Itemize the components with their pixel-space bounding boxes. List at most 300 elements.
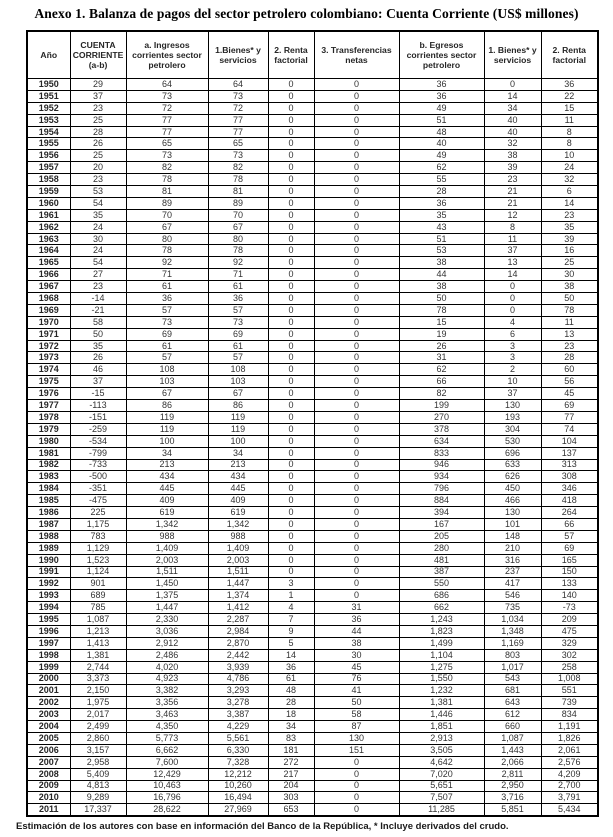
value-cell: 2,499 [70,721,126,733]
value-cell: 35 [70,340,126,352]
value-cell: 29 [70,79,126,91]
value-cell: 44 [314,625,399,637]
value-cell: 0 [484,79,541,91]
value-cell: 57 [126,304,208,316]
table-row [27,744,598,756]
value-cell: 0 [314,245,399,257]
table-body [27,79,598,817]
table-row [27,269,598,281]
year-cell: 1978 [27,411,70,423]
value-cell: 619 [126,507,208,519]
value-cell: 1,087 [70,614,126,626]
value-cell: 0 [314,400,399,412]
value-cell: 7,020 [399,768,484,780]
value-cell: 1,413 [70,637,126,649]
table-row [27,483,598,495]
value-cell: 1,450 [126,578,208,590]
year-cell: 1966 [27,269,70,281]
value-cell: 0 [314,578,399,590]
value-cell: 0 [268,245,314,257]
value-cell: 10 [484,376,541,388]
value-cell: 25 [70,150,126,162]
value-cell: 55 [399,174,484,186]
table-row [27,637,598,649]
year-cell: 1951 [27,90,70,102]
value-cell: 67 [126,388,208,400]
value-cell: 7,328 [208,756,268,768]
value-cell: 1,409 [126,542,208,554]
value-cell: 1,124 [70,566,126,578]
value-cell: 0 [268,376,314,388]
value-cell: 409 [208,495,268,507]
value-cell: 0 [314,376,399,388]
value-cell: 2,003 [208,554,268,566]
year-cell: 1961 [27,209,70,221]
value-cell: 14 [484,90,541,102]
value-cell: 23 [484,174,541,186]
value-cell: 72 [126,102,208,114]
value-cell: 28 [399,186,484,198]
value-cell: 1,550 [399,673,484,685]
value-cell: 2,870 [208,637,268,649]
year-cell: 2003 [27,709,70,721]
year-cell: 1970 [27,316,70,328]
column-header: 3. Transferencias netas [314,31,399,79]
year-cell: 1996 [27,625,70,637]
value-cell: -534 [70,435,126,447]
value-cell: 2,287 [208,614,268,626]
value-cell: 280 [399,542,484,554]
value-cell: 0 [268,269,314,281]
table-row [27,590,598,602]
year-cell: 1952 [27,102,70,114]
value-cell: 23 [70,174,126,186]
value-cell: 2,576 [541,756,598,768]
value-cell: 0 [314,364,399,376]
value-cell: 3,939 [208,661,268,673]
value-cell: 49 [399,102,484,114]
value-cell: 1,443 [484,744,541,756]
value-cell: 5 [268,637,314,649]
value-cell: 77 [541,411,598,423]
year-cell: 1993 [27,590,70,602]
year-cell: 1954 [27,126,70,138]
value-cell: 3,373 [70,673,126,685]
year-cell: 1998 [27,649,70,661]
value-cell: 10,463 [126,780,208,792]
value-cell: 0 [268,293,314,305]
year-cell: 2000 [27,673,70,685]
value-cell: 2,442 [208,649,268,661]
table-row [27,364,598,376]
table-row [27,197,598,209]
value-cell: 51 [399,233,484,245]
value-cell: 1,342 [208,518,268,530]
value-cell: 31 [314,602,399,614]
value-cell: 34 [268,721,314,733]
column-header: CUENTA CORRIENTE (a-b) [70,31,126,79]
value-cell: 634 [399,435,484,447]
value-cell: 530 [484,435,541,447]
value-cell: 73 [126,150,208,162]
value-cell: 3,463 [126,709,208,721]
value-cell: 5,409 [70,768,126,780]
value-cell: 16,796 [126,792,208,804]
value-cell: 61 [268,673,314,685]
value-cell: 0 [314,162,399,174]
value-cell: 67 [126,221,208,233]
value-cell: 1,017 [484,661,541,673]
value-cell: 78 [541,304,598,316]
value-cell: 41 [314,685,399,697]
table-row [27,495,598,507]
value-cell: 82 [126,162,208,174]
year-cell: 1974 [27,364,70,376]
value-cell: 210 [484,542,541,554]
value-cell: 0 [314,281,399,293]
value-cell: 0 [268,566,314,578]
value-cell: 0 [268,364,314,376]
year-cell: 2009 [27,780,70,792]
value-cell: 0 [314,233,399,245]
table-row [27,685,598,697]
year-cell: 1964 [27,245,70,257]
value-cell: 77 [126,126,208,138]
value-cell: 4,229 [208,721,268,733]
value-cell: 0 [314,79,399,91]
value-cell: 17,337 [70,804,126,816]
value-cell: 87 [314,721,399,733]
table-row [27,554,598,566]
value-cell: 1,342 [126,518,208,530]
value-cell: 0 [268,221,314,233]
year-cell: 2007 [27,756,70,768]
value-cell: 77 [126,114,208,126]
value-cell: 60 [541,364,598,376]
value-cell: 27 [70,269,126,281]
table-row [27,780,598,792]
value-cell: 0 [314,352,399,364]
value-cell: 1,243 [399,614,484,626]
value-cell: 0 [314,388,399,400]
value-cell: 0 [314,756,399,768]
value-cell: 5,851 [484,804,541,816]
value-cell: 73 [208,90,268,102]
value-cell: 0 [268,542,314,554]
value-cell: 82 [208,162,268,174]
value-cell: 209 [541,614,598,626]
value-cell: 0 [268,281,314,293]
value-cell: 4,813 [70,780,126,792]
value-cell: 130 [314,732,399,744]
value-cell: 38 [399,257,484,269]
value-cell: 696 [484,447,541,459]
year-cell: 1985 [27,495,70,507]
value-cell: 434 [126,471,208,483]
value-cell: 0 [268,411,314,423]
value-cell: 2,984 [208,625,268,637]
value-cell: 78 [399,304,484,316]
value-cell: 36 [399,90,484,102]
value-cell: 205 [399,530,484,542]
value-cell: 40 [484,114,541,126]
value-cell: 12,429 [126,768,208,780]
year-cell: 1972 [27,340,70,352]
value-cell: 0 [268,114,314,126]
value-cell: 30 [314,649,399,661]
value-cell: 12,212 [208,768,268,780]
value-cell: 0 [314,257,399,269]
value-cell: 82 [399,388,484,400]
value-cell: 803 [484,649,541,661]
value-cell: 61 [126,281,208,293]
value-cell: 36 [126,293,208,305]
value-cell: 4,209 [541,768,598,780]
value-cell: 0 [314,340,399,352]
value-cell: 1,975 [70,697,126,709]
value-cell: 270 [399,411,484,423]
value-cell: 0 [314,471,399,483]
value-cell: 988 [126,530,208,542]
value-cell: 0 [268,530,314,542]
value-cell: 48 [399,126,484,138]
value-cell: 61 [126,340,208,352]
table-row [27,90,598,102]
value-cell: 1,129 [70,542,126,554]
value-cell: 11 [484,233,541,245]
value-cell: 77 [208,114,268,126]
value-cell: 662 [399,602,484,614]
value-cell: 69 [541,542,598,554]
year-cell: 1962 [27,221,70,233]
value-cell: 37 [484,388,541,400]
value-cell: 8 [541,138,598,150]
value-cell: 0 [268,435,314,447]
value-cell: 130 [484,507,541,519]
value-cell: 550 [399,578,484,590]
table-row [27,411,598,423]
value-cell: 11,285 [399,804,484,816]
table-row [27,649,598,661]
table-row [27,162,598,174]
year-cell: 1959 [27,186,70,198]
table-row [27,257,598,269]
value-cell: 80 [126,233,208,245]
value-cell: 1,191 [541,721,598,733]
value-cell: 76 [314,673,399,685]
value-cell: 48 [268,685,314,697]
year-cell: 1977 [27,400,70,412]
value-cell: 34 [208,447,268,459]
value-cell: 0 [268,483,314,495]
value-cell: 0 [268,495,314,507]
value-cell: 3,382 [126,685,208,697]
value-cell: -15 [70,388,126,400]
source-footnote: Estimación de los autores con base en información del Banco de la República, * Incluye derivados del crudo. [16,821,509,833]
value-cell: 2,950 [484,780,541,792]
value-cell: 1,851 [399,721,484,733]
value-cell: 66 [541,518,598,530]
value-cell: 8 [484,221,541,233]
value-cell: 0 [268,459,314,471]
value-cell: 23 [70,102,126,114]
value-cell: 78 [126,174,208,186]
value-cell: 5,561 [208,732,268,744]
year-cell: 1982 [27,459,70,471]
year-cell: 1997 [27,637,70,649]
value-cell: 0 [314,316,399,328]
value-cell: 475 [541,625,598,637]
value-cell: 67 [208,388,268,400]
table-row [27,721,598,733]
table-row [27,293,598,305]
year-cell: 1960 [27,197,70,209]
value-cell: 0 [314,435,399,447]
year-cell: 1975 [27,376,70,388]
value-cell: 0 [268,352,314,364]
value-cell: 1,348 [484,625,541,637]
value-cell: 104 [541,435,598,447]
value-cell: 101 [484,518,541,530]
value-cell: -475 [70,495,126,507]
value-cell: 329 [541,637,598,649]
year-cell: 1957 [27,162,70,174]
value-cell: 0 [314,90,399,102]
value-cell: 225 [70,507,126,519]
table-row [27,102,598,114]
value-cell: 103 [126,376,208,388]
value-cell: 1,446 [399,709,484,721]
value-cell: 346 [541,483,598,495]
value-cell: 204 [268,780,314,792]
value-cell: 6 [541,186,598,198]
value-cell: 54 [70,257,126,269]
value-cell: 57 [208,304,268,316]
value-cell: 71 [126,269,208,281]
value-cell: 3,505 [399,744,484,756]
value-cell: 3 [484,352,541,364]
value-cell: 66 [399,376,484,388]
value-cell: 0 [314,423,399,435]
value-cell: 2,061 [541,744,598,756]
value-cell: 551 [541,685,598,697]
table-row [27,138,598,150]
value-cell: 2,486 [126,649,208,661]
value-cell: 57 [208,352,268,364]
value-cell: 51 [399,114,484,126]
value-cell: 28 [541,352,598,364]
value-cell: 0 [314,269,399,281]
table-row [27,126,598,138]
value-cell: 4,020 [126,661,208,673]
value-cell: 133 [541,578,598,590]
value-cell: 0 [268,138,314,150]
table-row [27,542,598,554]
value-cell: 0 [268,447,314,459]
value-cell: 28 [268,697,314,709]
value-cell: 2,912 [126,637,208,649]
value-cell: 0 [268,316,314,328]
table-row [27,352,598,364]
value-cell: 2,913 [399,732,484,744]
value-cell: 13 [541,328,598,340]
value-cell: 119 [208,411,268,423]
value-cell: 237 [484,566,541,578]
value-cell: 19 [399,328,484,340]
value-cell: 302 [541,649,598,661]
value-cell: 36 [314,614,399,626]
value-cell: 7 [268,614,314,626]
value-cell: 24 [70,245,126,257]
value-cell: 409 [126,495,208,507]
value-cell: 0 [314,566,399,578]
value-cell: 0 [314,792,399,804]
value-cell: 36 [399,79,484,91]
value-cell: 36 [208,293,268,305]
value-cell: 61 [208,281,268,293]
value-cell: 151 [314,744,399,756]
table-row [27,400,598,412]
value-cell: 3,791 [541,792,598,804]
value-cell: 16,494 [208,792,268,804]
value-cell: 103 [208,376,268,388]
year-cell: 1981 [27,447,70,459]
value-cell: 83 [268,732,314,744]
value-cell: 65 [126,138,208,150]
value-cell: 217 [268,768,314,780]
value-cell: 39 [541,233,598,245]
value-cell: 0 [314,780,399,792]
value-cell: 38 [399,281,484,293]
value-cell: 660 [484,721,541,733]
year-cell: 1965 [27,257,70,269]
value-cell: 445 [126,483,208,495]
value-cell: 1,447 [126,602,208,614]
value-cell: 70 [126,209,208,221]
value-cell: 0 [314,411,399,423]
year-cell: 1969 [27,304,70,316]
table-row [27,673,598,685]
value-cell: 0 [268,126,314,138]
value-cell: 2,330 [126,614,208,626]
value-cell: 45 [314,661,399,673]
value-cell: 0 [268,554,314,566]
table-row [27,625,598,637]
year-cell: 1955 [27,138,70,150]
value-cell: 2 [484,364,541,376]
value-cell: 49 [399,150,484,162]
value-cell: 0 [268,186,314,198]
value-cell: 77 [208,126,268,138]
value-cell: 11 [541,114,598,126]
table-row [27,578,598,590]
value-cell: 69 [208,328,268,340]
value-cell: 15 [399,316,484,328]
value-cell: 78 [208,174,268,186]
value-cell: 92 [208,257,268,269]
value-cell: 37 [484,245,541,257]
value-cell: 100 [208,435,268,447]
value-cell: 466 [484,495,541,507]
value-cell: 833 [399,447,484,459]
value-cell: 0 [484,293,541,305]
value-cell: 1,034 [484,614,541,626]
value-cell: 78 [126,245,208,257]
value-cell: 4,350 [126,721,208,733]
value-cell: 50 [70,328,126,340]
value-cell: 0 [314,102,399,114]
column-header: 2. Renta factorial [268,31,314,79]
